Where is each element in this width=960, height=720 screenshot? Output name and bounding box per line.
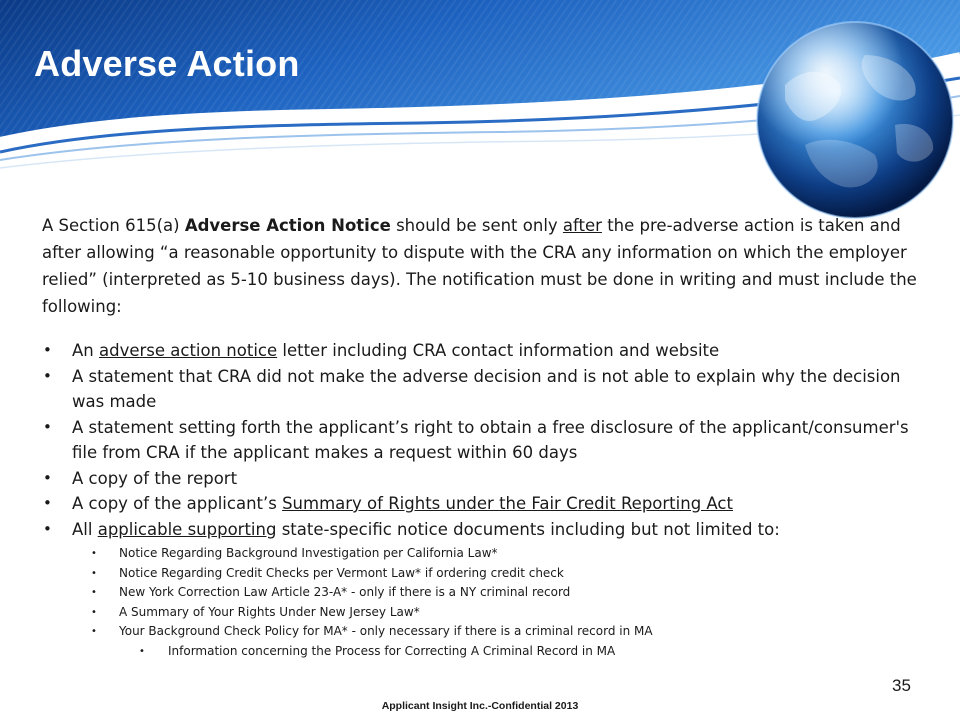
intro-text-1: A Section 615(a) <box>42 216 185 235</box>
intro-text-2: should be sent only <box>390 216 563 235</box>
adverse-action-notice-link[interactable]: adverse action notice <box>99 341 278 360</box>
list-item <box>42 338 922 364</box>
globe-icon <box>745 15 960 230</box>
bullet-text: All <box>72 519 98 539</box>
slide-body <box>42 212 922 661</box>
after-emphasis: after <box>562 216 602 235</box>
sub-list-item: • Notice Regarding Credit Checks per Vermont Law* if ordering credit check <box>72 564 922 584</box>
intro-text-3: the pre-adverse action is taken and after allowing “a reasonable opportunity to dispute with the CRA any information on which the employer relied” (interpreted as 5-10 business days). The notification must be done in writing and must include the following: <box>42 216 917 316</box>
sub-sub-list-item: • Information concerning the Process for Correcting A Criminal Record in MA <box>120 642 922 662</box>
supporting-link[interactable]: supporting <box>187 519 277 539</box>
sub-list-item: • Notice Regarding Background Investigation per California Law* <box>72 544 922 564</box>
slide-title: Adverse Action <box>34 43 300 84</box>
intro-paragraph <box>42 212 922 320</box>
sub-list-item: • Your Background Check Policy for MA* - only necessary if there is a criminal record in MA <box>72 622 922 642</box>
list-item: • A copy of the report <box>42 466 922 492</box>
ma-notices-list <box>120 642 922 662</box>
requirements-list <box>42 338 922 661</box>
page-number: 35 <box>892 676 911 695</box>
state-notices-list <box>72 544 922 642</box>
bullet-text: state-specific notice documents including but not limited to: <box>276 519 780 539</box>
bullet-text: A copy of the applicant’s <box>72 494 283 513</box>
list-item: • A statement setting forth the applicant’s right to obtain a free disclosure of the applicant/consumer's file from CRA if the applicant makes a request within 60 days <box>42 415 922 466</box>
list-item: • A statement that CRA did not make the adverse decision and is not able to explain why the decision was made <box>42 364 922 415</box>
footer-confidential: Applicant Insight Inc.-Confidential 2013 <box>381 700 579 712</box>
bullet-text: letter including CRA contact information and website <box>277 341 720 360</box>
bullet-text: An <box>72 341 99 360</box>
list-item <box>42 491 922 517</box>
adverse-action-notice-term: Adverse Action Notice <box>184 216 391 235</box>
sub-list-item: • New York Correction Law Article 23-A* - only if there is a NY criminal record <box>72 583 922 603</box>
sub-list-item: • A Summary of Your Rights Under New Jersey Law* <box>72 603 922 623</box>
list-item <box>42 517 922 662</box>
applicable-link[interactable]: applicable <box>97 519 188 539</box>
summary-of-rights-link[interactable]: Summary of Rights under the Fair Credit Reporting Act <box>282 494 733 513</box>
